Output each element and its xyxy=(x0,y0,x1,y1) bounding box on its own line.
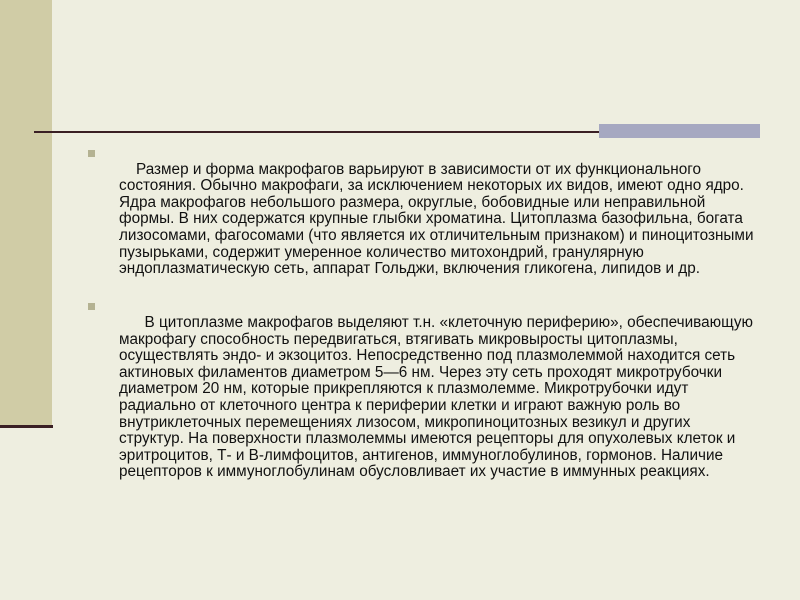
square-bullet-icon xyxy=(88,150,95,157)
left-band-edge xyxy=(0,425,53,428)
bullet-item xyxy=(86,145,756,294)
bullet-text: Размер и форма макрофагов варьируют в зависимости от их функционального состояния. Обычно макрофаги, за исключением некоторых их видов, имеют одно ядро. Ядра макрофагов небольшого размера, округлые, бобовидные или неправильной формы. В них содержатся крупные глыбки хроматина. Цитоплазма базофильна, богата лизосомами, фагосомами (что является их отличительным признаком) и пиноцитозными пузырьками, содержит умеренное количество митохондрий, гранулярную эндоплазматическую сеть, аппарат Гольджи, включения гликогена, липидов и др. xyxy=(119,160,758,278)
accent-block xyxy=(599,124,760,138)
left-decorative-band xyxy=(0,0,52,425)
bullet-item xyxy=(86,298,756,497)
slide-body xyxy=(86,145,756,501)
bullet-text: В цитоплазме макрофагов выделяют т.н. «клеточную периферию», обеспечивающую макрофагу способность передвигаться, втягивать микровыросты цитоплазмы, осуществлять эндо- и экзоцитоз. Непосредственно под плазмолеммой находится сеть актиновых филаментов диаметром 5—6 нм. Через эту сеть проходят микротрубочки диаметром 20 нм, которые прикрепляются к плазмолемме. Микротрубочки идут радиально от клеточного центра к периферии клетки и играют важную роль во внутриклеточных перемещениях лизосом, микропиноцитозных везикул и других структур. На поверхности плазмолеммы имеются рецепторы для опухолевых клеток и эритроцитов, Т- и В-лимфоцитов, антигенов, иммуноглобулинов, гормонов. Наличие рецепторов к иммуноглобулинам обусловливает их участие в иммунных реакциях. xyxy=(119,313,758,481)
square-bullet-icon xyxy=(88,303,95,310)
title-divider-line xyxy=(34,131,599,133)
